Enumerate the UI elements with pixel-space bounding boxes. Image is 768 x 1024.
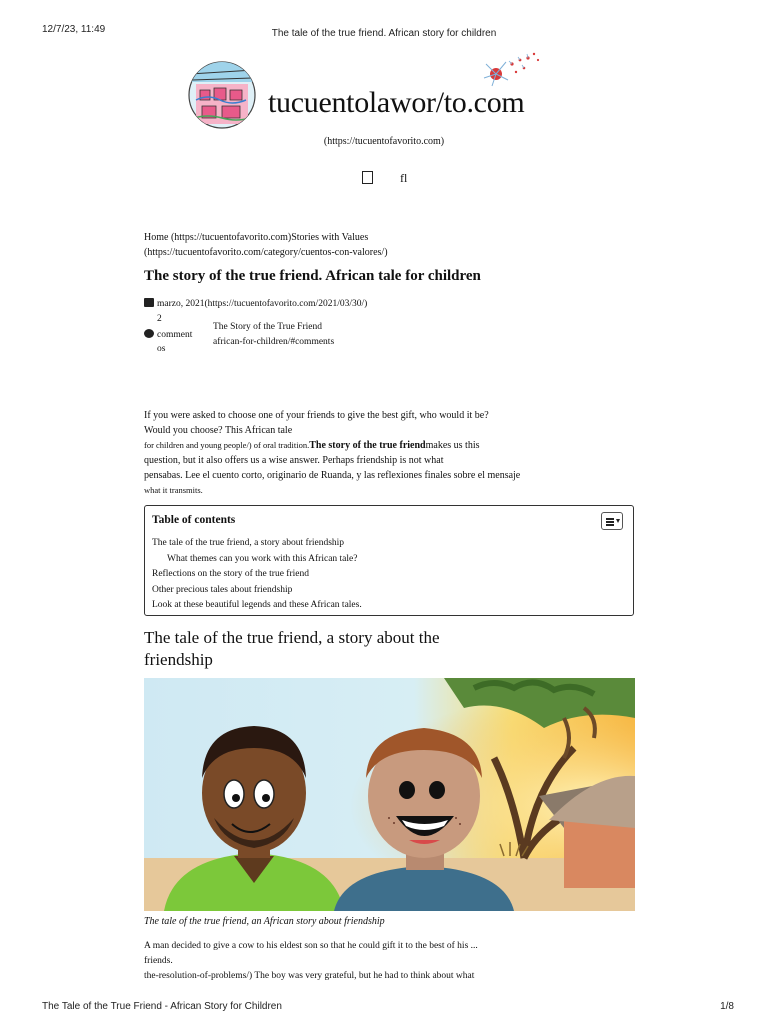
breadcrumb <box>144 230 388 260</box>
toc-toggle-button[interactable] <box>601 512 623 530</box>
search-icon[interactable] <box>362 171 373 184</box>
comments-link-2: african-for-children/#comments <box>213 337 335 347</box>
list-icon <box>606 518 614 520</box>
intro-line-3-rest: makes us this <box>425 440 480 451</box>
site-logo[interactable] <box>186 56 566 132</box>
intro-line-3-bold: The story of the true friend <box>309 440 426 451</box>
breadcrumb-line-1[interactable]: Home (https://tucuentofavorito.com)Stories with Values <box>144 232 369 243</box>
intro-line-4: question, but it also offers us a wise answer. Perhaps friendship is not what <box>144 455 444 466</box>
comments-link[interactable] <box>213 320 334 350</box>
story-line-1: A man decided to give a cow to his eldest son so that he could gift it to the best of his ... <box>144 941 478 951</box>
intro-line-3 <box>144 438 544 453</box>
illustration-caption: The tale of the true friend, an African story about friendship <box>144 916 385 927</box>
list-icon-bar <box>606 524 614 526</box>
table-of-contents <box>144 505 634 616</box>
dandelion-icon <box>482 50 546 90</box>
logo-url[interactable]: (https://tucuentofavorito.com) <box>323 136 445 147</box>
breadcrumb-line-2[interactable]: (https://tucuentofavorito.com/category/cuentos-con-valores/) <box>144 247 388 258</box>
menu-row <box>0 170 768 188</box>
story-paragraph <box>144 939 574 984</box>
print-datetime: 12/7/23, 11:49 <box>42 24 106 35</box>
post-title: The story of the true friend. African tale for children <box>144 268 481 284</box>
calendar-icon <box>144 298 154 307</box>
post-meta <box>144 298 644 358</box>
intro-line-6: what it transmits. <box>144 485 203 495</box>
story-line-3: the-resolution-of-problems/) The boy was very grateful, but he had to think about what <box>144 971 475 981</box>
list-icon-bar <box>606 521 614 523</box>
print-footer-title: The Tale of the True Friend - African Story for Children <box>42 1001 282 1012</box>
toc-item[interactable]: Look at these beautiful legends and these African tales. <box>152 600 362 610</box>
intro-line-5: pensabas. Lee el cuento corto, originario de Ruanda, y las reflexiones finales sobre el mensaje <box>144 470 521 481</box>
intro-paragraph <box>144 408 544 498</box>
story-illustration <box>144 678 635 911</box>
logo-emblem-icon <box>186 60 258 130</box>
toc-item[interactable]: Other precious tales about friendship <box>152 584 293 595</box>
post-date[interactable] <box>144 298 367 309</box>
comments-label[interactable] <box>144 328 192 356</box>
logo-text: tucuentolawor/to.com <box>268 86 525 119</box>
toc-title: Table of contents <box>152 514 236 526</box>
toc-list <box>152 536 362 614</box>
intro-line-2: Would you choose? This African tale <box>144 425 293 436</box>
print-header-title: The tale of the true friend. African story for children <box>271 28 497 39</box>
intro-line-3-small: for children and young people/) of oral tradition. <box>144 440 310 450</box>
intro-line-1: If you were asked to choose one of your friends to give the best gift, who would it be? <box>144 410 489 421</box>
toc-item[interactable]: The tale of the true friend, a story about friendship <box>152 538 345 548</box>
chevron-down-icon <box>616 519 620 523</box>
menu-glyph[interactable]: fl <box>400 171 408 185</box>
toc-item[interactable]: What themes can you work with this African tale? <box>167 553 358 564</box>
comment-count: 2 <box>157 314 162 324</box>
comment-bubble-icon <box>144 329 154 338</box>
comments-link-1: The Story of the True Friend <box>213 322 322 332</box>
post-date-text: marzo, 2021(https://tucuentofavorito.com/2021/03/30/) <box>157 299 368 309</box>
print-page-number: 1/8 <box>720 1001 734 1012</box>
comments-label-2: os <box>157 344 166 354</box>
story-line-2: friends. <box>144 956 173 966</box>
toc-item[interactable]: Reflections on the story of the true friend <box>152 569 309 579</box>
section-heading: The tale of the true friend, a story about the friendship <box>144 628 440 669</box>
comments-label-1: comment <box>157 330 193 340</box>
